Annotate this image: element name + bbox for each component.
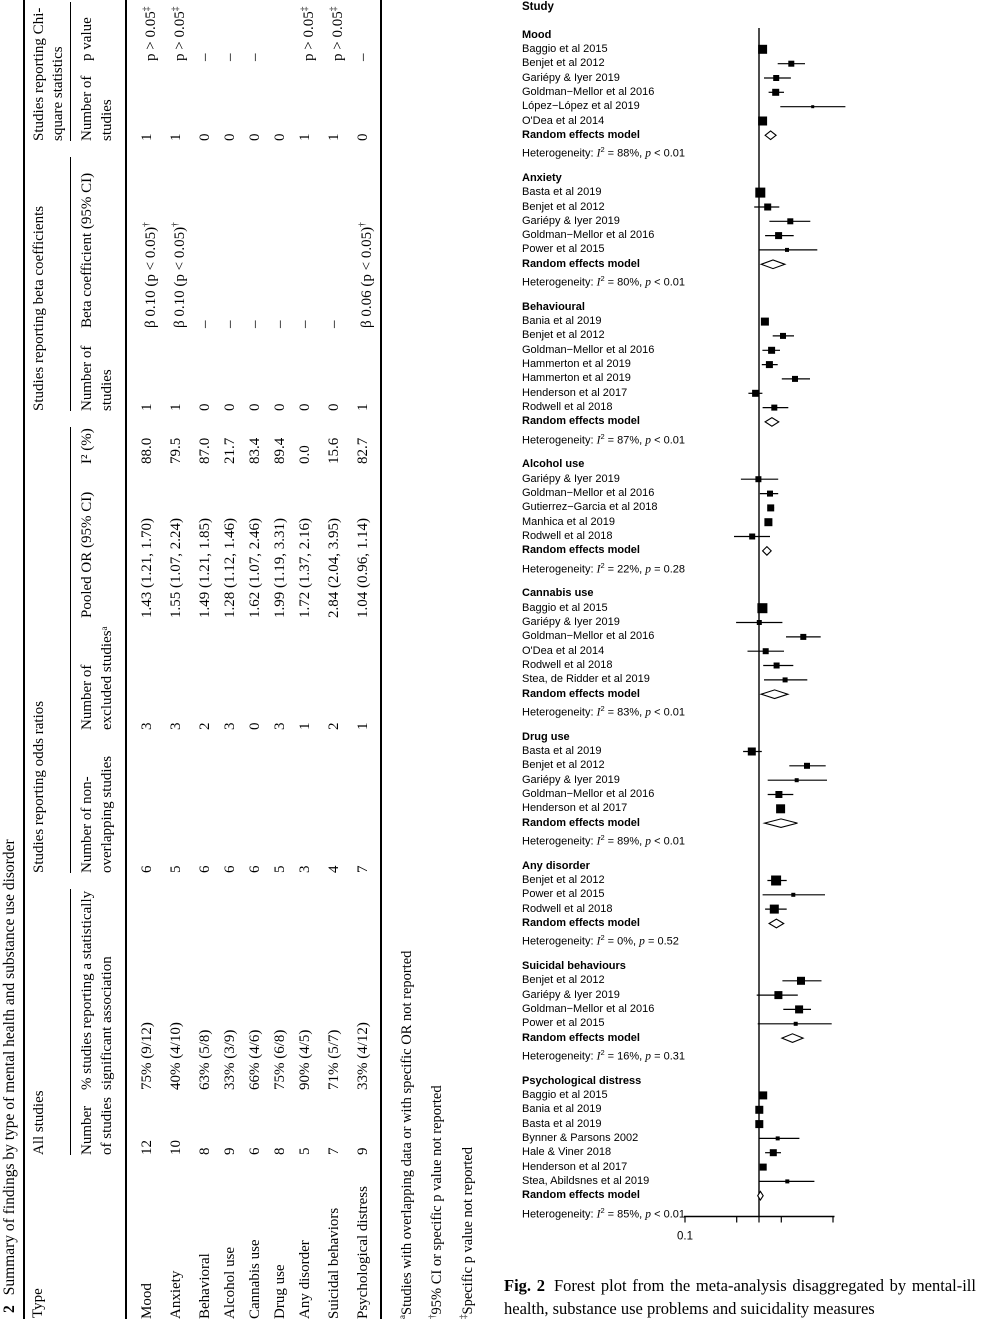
table-cell: 6 (197, 865, 213, 873)
row-type-label: Behavioral (197, 1253, 213, 1319)
row-type-label: Mood (139, 1283, 155, 1319)
group-header: Any disorder (522, 859, 590, 872)
table-cell (268, 0, 293, 61)
table-cell: 1 (168, 403, 184, 411)
table-cell: p > 0.05‡ (300, 6, 317, 61)
group-header: Psychological distress (522, 1074, 642, 1087)
table-caption (0, 0, 20, 1319)
effect-square (783, 677, 788, 682)
summary-table (23, 0, 382, 1319)
study-label: Hammerton et al 2019 (522, 372, 631, 385)
table-cell: 3 (297, 865, 313, 873)
re-label: Random effects model (522, 544, 640, 557)
effect-square (764, 204, 771, 211)
study-label: Baggio et al 2015 (522, 42, 608, 55)
table-cell: 2 (197, 722, 213, 730)
effect-square (811, 105, 814, 108)
study-label: López−López et al 2019 (522, 100, 640, 113)
table-cell: 2.84 (2.04, 3.95) (326, 518, 342, 618)
table-cell: 10 (168, 1140, 184, 1155)
table-cell: 0 (197, 403, 213, 411)
study-label: Baggio et al 2015 (522, 601, 608, 614)
study-label: Benjet et al 2012 (522, 57, 605, 70)
table-cell: 8 (197, 1147, 213, 1155)
study-label: Manhica et al 2019 (522, 515, 615, 528)
pooled-diamond (782, 1034, 803, 1043)
group-header-label: All studies (30, 889, 71, 1155)
table-number: 2 (1, 1305, 18, 1313)
table-cell: 0 (247, 403, 263, 411)
group-header: Drug use (522, 730, 570, 743)
table-cell: 5 (297, 1147, 313, 1155)
group-header: Alcohol use (522, 458, 585, 471)
table-cell: 12 (139, 1140, 155, 1155)
table-cell: 0 (247, 722, 263, 730)
study-label: Bynner & Parsons 2002 (522, 1131, 639, 1144)
table-cell: 87.0 (197, 437, 213, 464)
pooled-diamond (761, 690, 788, 699)
re-label: Random effects model (522, 917, 640, 929)
table-cell: 1.28 (1.12, 1.46) (222, 518, 238, 618)
table-cell: 0 (247, 133, 263, 141)
effect-square (770, 905, 779, 914)
study-label: Rodwell et al 2018 (522, 530, 613, 542)
pooled-diamond (765, 819, 798, 828)
table-cell: 1.99 (1.19, 3.31) (272, 518, 288, 618)
effect-square (776, 1136, 780, 1140)
table-cell: 9 (355, 1147, 371, 1155)
col-header-number-of-studies: Number of studies (71, 1090, 126, 1155)
study-label: Goldman−Mellor et al 2016 (522, 1002, 655, 1015)
table-cell: 88.0 (139, 437, 155, 464)
table-cell: 0 (355, 133, 371, 141)
effect-square (752, 390, 759, 397)
table-cell: 1 (168, 133, 184, 141)
group-header-chi-square (24, 0, 71, 141)
row-type-label: Suicidal behaviors (326, 1207, 342, 1319)
study-label: Power et al 2015 (522, 888, 605, 901)
table-cell: 4 (326, 865, 342, 873)
group-header-beta-coefficients (24, 141, 71, 411)
effect-square (780, 333, 786, 339)
table-cell: – (197, 320, 213, 328)
study-label: Benjet et al 2012 (522, 759, 605, 772)
table-cell: 3 (222, 722, 238, 730)
table-cell: 1 (297, 722, 313, 730)
table-cell: – (247, 53, 263, 61)
plot-column-header: Study (522, 1, 554, 13)
table-cell: 0 (272, 403, 288, 411)
table-cell: 21.7 (222, 437, 238, 464)
effect-square (795, 778, 799, 782)
re-label: Random effects model (522, 257, 640, 270)
re-label: Random effects model (522, 816, 640, 829)
row-type-label: Anxiety (168, 1270, 184, 1319)
table-cell: 5 (272, 865, 288, 873)
table-cell: 3 (168, 722, 184, 730)
table-cell: 7 (326, 1147, 342, 1155)
col-header-number-chi: Number of studies (71, 61, 126, 141)
heterogeneity-text: Heterogeneity: $I^2 = 89\%$, p < 0.01 (522, 833, 685, 848)
effect-square (788, 61, 794, 67)
study-label: Goldman−Mellor et al 2016 (522, 630, 655, 643)
pooled-diamond (765, 418, 779, 427)
study-label: Rodwell et al 2018 (522, 902, 613, 915)
effect-square (804, 763, 810, 769)
table-row (322, 0, 351, 1319)
study-label: Rodwell et al 2018 (522, 401, 613, 414)
effect-square (757, 620, 762, 625)
footnote: †95% CI or specific p value not reported (427, 1085, 446, 1319)
group-header-label: Studies reporting Chi-square statistics (30, 2, 71, 141)
effect-square (766, 361, 773, 368)
pooled-diamond (763, 547, 772, 556)
effect-square (755, 476, 761, 482)
table-cell: 1.04 (0.96, 1.14) (355, 518, 371, 618)
re-label: Random effects model (522, 415, 640, 428)
table-cell: 0 (222, 133, 238, 141)
table-row (126, 0, 164, 1319)
re-label: Random effects model (522, 1031, 640, 1044)
effect-square (775, 232, 782, 239)
study-label: Hammerton et al 2019 (522, 358, 631, 371)
group-header: Anxiety (522, 171, 562, 184)
effect-square (755, 1120, 763, 1128)
study-label: Bania et al 2019 (522, 1103, 602, 1116)
col-header-type: Type (24, 1155, 126, 1319)
row-type-label: Alcohol use (222, 1246, 238, 1319)
effect-square (768, 347, 775, 354)
col-header-pct-significant: % studies reporting a statistically significant association (71, 873, 126, 1090)
table-row (293, 0, 322, 1319)
table-cell: 1 (139, 403, 155, 411)
table-cell: – (222, 320, 238, 328)
figure-caption (504, 1274, 976, 1320)
study-label: Baggio et al 2015 (522, 1088, 608, 1101)
study-label: Basta et al 2019 (522, 186, 602, 199)
table-cell: – (222, 53, 238, 61)
row-type-label: Psychological distress (355, 1186, 371, 1319)
table-cell: β 0.10 (p < 0.05)† (142, 222, 159, 328)
effect-square (763, 648, 769, 654)
table-cell: 6 (222, 865, 238, 873)
table-cell: 6 (247, 1147, 263, 1155)
heterogeneity-text: Heterogeneity: $I^2 = 0\%$, p = 0.52 (522, 933, 679, 948)
col-header-pooled-or: Pooled OR (95% CI) (71, 464, 126, 618)
figure-caption-text: Forest plot from the meta-analysis disaggregated by mental-ill health, substance use problems and suicidality measures (504, 1276, 976, 1318)
study-label: Henderson et al 2017 (522, 1160, 628, 1173)
table-cell: β 0.10 (p < 0.05)† (171, 222, 188, 328)
study-label: Gariépy & Iyer 2019 (522, 773, 620, 786)
study-label: Power et al 2015 (522, 1017, 605, 1030)
effect-square (795, 1005, 803, 1013)
col-header-excluded: Number of excluded studiesᵃ (71, 618, 126, 730)
effect-square (794, 1022, 798, 1026)
table-cell: 83.4 (247, 437, 263, 464)
group-header: Behavioural (522, 300, 585, 313)
table-cell: 1.55 (1.07, 2.24) (168, 518, 184, 618)
effect-square (760, 1164, 767, 1171)
study-label: O'Dea et al 2014 (522, 644, 605, 657)
study-label: Gutierrez−Garcia et al 2018 (522, 501, 658, 514)
row-type-label: Cannabis use (247, 1239, 263, 1319)
pooled-diamond (769, 919, 784, 928)
study-label: Goldman−Mellor et al 2016 (522, 85, 655, 98)
table-cell: 2 (326, 722, 342, 730)
effect-square (792, 376, 798, 382)
table-cell: 6 (139, 865, 155, 873)
table-cell: 1.49 (1.21, 1.85) (197, 518, 213, 618)
re-label: Random effects model (522, 128, 640, 141)
table-cell: 7 (355, 865, 371, 873)
table-cell: – (272, 320, 288, 328)
row-type-label: Drug use (272, 1264, 288, 1319)
table-cell: p > 0.05‡ (171, 6, 188, 61)
effect-square (758, 45, 767, 54)
group-header-label: Studies reporting beta coefficients (30, 157, 71, 411)
heterogeneity-text: Heterogeneity: $I^2 = 80\%$, p < 0.01 (522, 274, 685, 289)
col-header-p-value: p value (71, 0, 126, 61)
heterogeneity-text: Heterogeneity: $I^2 = 16\%$, p = 0.31 (522, 1047, 685, 1063)
table-cell: 79.5 (168, 437, 184, 464)
table-cell: p > 0.05‡ (329, 6, 346, 61)
study-label: Gariépy & Iyer 2019 (522, 988, 620, 1001)
figure-2-panel (480, 0, 981, 1319)
footnote: ‡Specific p value not reported (458, 1147, 476, 1319)
group-header: Suicidal behaviours (522, 960, 626, 972)
study-label: Hale & Viner 2018 (522, 1146, 612, 1159)
table-cell: 1 (326, 133, 342, 141)
study-label: Goldman−Mellor et al 2016 (522, 229, 655, 242)
table-cell: 33% (4/12) (355, 1022, 371, 1090)
pooled-diamond (765, 131, 776, 140)
effect-square (761, 318, 769, 326)
table-cell: – (355, 53, 371, 61)
table-cell: 71% (5/7) (326, 1029, 342, 1090)
table-cell: 15.6 (326, 437, 342, 464)
table-footnotes (389, 0, 481, 1319)
table-2-panel (0, 0, 480, 1319)
effect-square (758, 117, 767, 126)
study-label: Goldman−Mellor et al 2016 (522, 788, 655, 800)
col-header-number-beta: Number of studies (71, 328, 126, 411)
study-label: O'Dea et al 2014 (522, 114, 605, 127)
table-cell: 90% (4/5) (297, 1029, 313, 1090)
table-cell: 89.4 (272, 437, 288, 464)
effect-square (764, 518, 772, 526)
table-cell: – (247, 320, 263, 328)
study-label: Gariépy & Iyer 2019 (522, 71, 620, 84)
table-cell: 1.62 (1.07, 2.46) (247, 518, 263, 618)
study-label: Stea, de Ridder et al 2019 (522, 673, 650, 686)
effect-square (775, 791, 782, 798)
table-row (268, 0, 293, 1319)
table-cell: 0 (222, 403, 238, 411)
col-header-non-overlapping: Number of non-overlapping studies (71, 730, 126, 873)
table-cell: 0 (272, 133, 288, 141)
table-cell: 1 (297, 133, 313, 141)
effect-square (755, 188, 765, 198)
effect-square (776, 804, 785, 813)
study-label: Goldman−Mellor et al 2016 (522, 487, 655, 500)
heterogeneity-text: Heterogeneity: $I^2 = 85\%$, p < 0.01 (522, 1205, 685, 1221)
table-cell: 5 (168, 865, 184, 873)
table-cell: 0 (326, 403, 342, 411)
study-label: Rodwell et al 2018 (522, 659, 613, 671)
table-cell: 75% (9/12) (139, 1022, 155, 1090)
table-cell: 6 (247, 865, 263, 873)
study-label: Gariépy & Iyer 2019 (522, 472, 620, 485)
table-cell: 63% (5/8) (197, 1029, 213, 1090)
table-cell: 1 (355, 403, 371, 411)
effect-square (767, 491, 773, 497)
pooled-diamond (761, 260, 785, 269)
study-label: Bania et al 2019 (522, 315, 602, 328)
study-label: Benjet et al 2012 (522, 200, 605, 213)
effect-square (771, 405, 777, 411)
table-cell: 1.72 (1.37, 2.16) (297, 518, 313, 618)
study-label: Stea, Abildsnes et al 2019 (522, 1174, 650, 1187)
table-cell: 3 (272, 722, 288, 730)
effect-square (749, 534, 755, 540)
effect-square (755, 1106, 763, 1114)
re-label: Random effects model (522, 687, 640, 700)
effect-square (774, 991, 782, 999)
effect-square (748, 748, 756, 756)
study-label: Power et al 2015 (522, 243, 605, 256)
table-cell: 33% (3/9) (222, 1029, 238, 1090)
table-cell: 3 (139, 722, 155, 730)
effect-square (774, 663, 780, 669)
table-cell: – (297, 320, 313, 328)
table-cell: 82.7 (355, 437, 371, 464)
effect-square (785, 248, 789, 252)
table-row (164, 0, 193, 1319)
heterogeneity-text: Heterogeneity: $I^2 = 87\%$, p < 0.01 (522, 431, 685, 447)
axis-tick-label: 0.1 (677, 1230, 693, 1243)
study-label: Benjet et al 2012 (522, 974, 605, 987)
study-label: Henderson et al 2017 (522, 802, 628, 815)
table-cell: – (197, 53, 213, 61)
effect-square (800, 634, 806, 640)
table-row (193, 0, 218, 1319)
effect-square (759, 1091, 767, 1099)
table-cell: 0 (297, 403, 313, 411)
study-label: Henderson et al 2017 (522, 386, 628, 399)
table-cell: 8 (272, 1147, 288, 1155)
study-label: Goldman−Mellor et al 2016 (522, 343, 655, 356)
heterogeneity-text: Heterogeneity: $I^2 = 83\%$, p < 0.01 (522, 704, 685, 719)
col-header-i2: I² (%) (71, 411, 126, 464)
study-label: Basta et al 2019 (522, 745, 602, 757)
heterogeneity-text: Heterogeneity: $I^2 = 22\%$, p = 0.28 (522, 560, 685, 576)
group-header-odds-ratios (24, 411, 71, 873)
study-label: Basta et al 2019 (522, 1117, 602, 1130)
effect-square (797, 977, 805, 985)
col-header-beta-coefficient: Beta coefficient (95% CI) (71, 141, 126, 328)
effect-square (773, 75, 779, 81)
footnote: $^a$Studies with overlapping data or with specific OR not reported (396, 950, 415, 1319)
effect-square (785, 1179, 789, 1183)
group-header-label: Studies reporting odds ratios (30, 427, 71, 873)
table-row (351, 0, 381, 1319)
study-label: Gariépy & Iyer 2019 (522, 214, 620, 227)
re-label: Random effects model (522, 1189, 640, 1202)
effect-square (770, 1149, 777, 1156)
effect-square (772, 89, 779, 96)
table-cell: p > 0.05‡ (142, 6, 159, 61)
heterogeneity-text: Heterogeneity: $I^2 = 88\%$, p < 0.01 (522, 145, 685, 160)
figure-label: Fig. 2 (504, 1276, 545, 1295)
forest-plot (480, 0, 981, 1319)
effect-square (767, 504, 774, 511)
table-cell: 66% (4/6) (247, 1029, 263, 1090)
table-cell: 40% (4/10) (168, 1022, 184, 1090)
table-row (218, 0, 243, 1319)
table-cell: 1 (355, 722, 371, 730)
table-cell: 75% (6/8) (272, 1029, 288, 1090)
table-cell: 0 (197, 133, 213, 141)
study-label: Benjet et al 2012 (522, 329, 605, 342)
study-label: Gariépy & Iyer 2019 (522, 616, 620, 628)
table-cell: 0.0 (297, 445, 313, 464)
table-caption-text: Summary of findings by type of mental health and substance use disorder (1, 839, 18, 1296)
table-cell: 9 (222, 1147, 238, 1155)
study-label: Benjet et al 2012 (522, 874, 605, 886)
effect-square (791, 893, 795, 897)
effect-square (757, 603, 767, 613)
rotated-table-container (0, 0, 480, 1319)
group-header-all-studies (24, 873, 71, 1155)
group-header: Mood (522, 28, 552, 41)
table-row (243, 0, 268, 1319)
table-cell: 1 (139, 133, 155, 141)
table-cell: 1.43 (1.21, 1.70) (139, 518, 155, 618)
effect-square (771, 876, 781, 886)
table-cell: β 0.06 (p < 0.05)† (358, 222, 375, 328)
effect-square (787, 218, 793, 224)
group-header: Cannabis use (522, 587, 594, 600)
table-cell: – (326, 320, 342, 328)
row-type-label: Any disorder (297, 1240, 313, 1319)
